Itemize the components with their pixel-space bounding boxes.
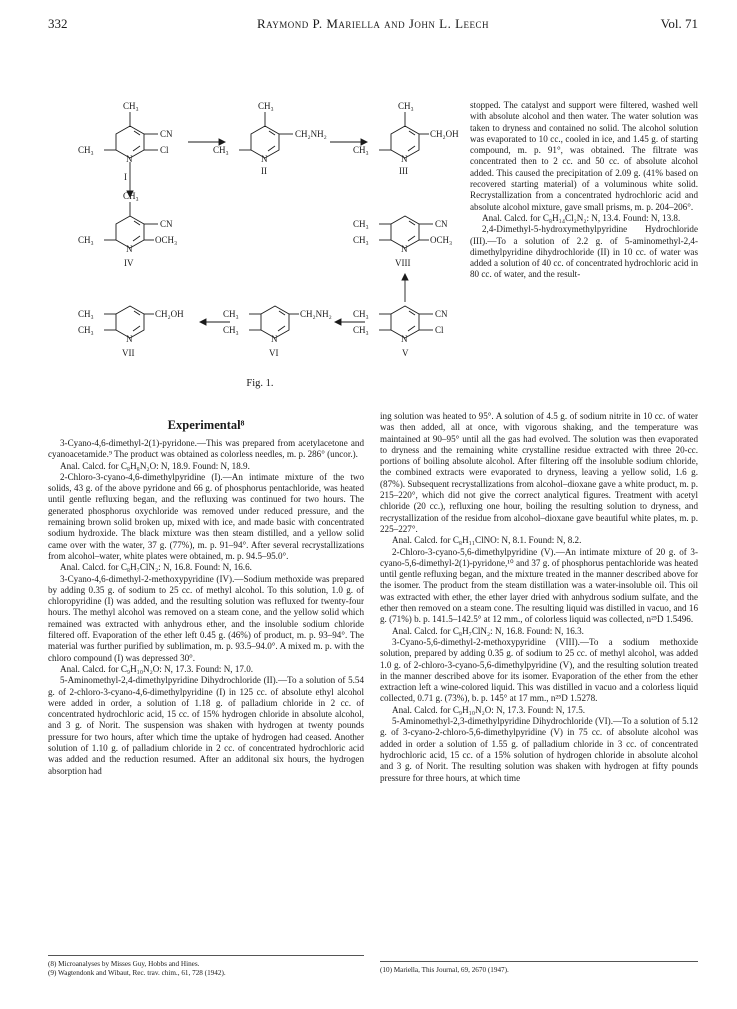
- analysis-line: Anal. Calcd. for C₈H₁₄Cl₂N₂: N, 13.4. Found: N, 13.8.: [482, 212, 681, 223]
- compound-II: [213, 101, 327, 176]
- svg-text:CH₃: CH₃: [398, 101, 414, 111]
- analysis-line: Anal. Calcd. for C₈H₈N₂O: N, 18.9. Found: N, 18.9.: [60, 460, 250, 471]
- g-ch3: CH₃: [123, 101, 139, 111]
- svg-text:I: I: [124, 172, 127, 182]
- svg-text:N: N: [401, 244, 408, 254]
- svg-text:N: N: [401, 154, 408, 164]
- footnote-rule-left: [48, 955, 364, 956]
- footnote: (10) Mariella, This Journal, 69, 2670 (1947).: [380, 966, 509, 974]
- volume-label: Vol. 71: [660, 16, 698, 31]
- svg-text:CH₃: CH₃: [353, 309, 369, 319]
- paragraph: 3-Cyano-4,6-dimethyl-2(1)-pyridone.—This was prepared from acetylacetone and cyanoacetamide.⁹ The product was obtained as colorless needles, m. p. 286° (uncor.).: [48, 438, 364, 460]
- svg-text:N: N: [126, 244, 133, 254]
- svg-text:Cl: Cl: [435, 325, 444, 335]
- svg-text:CH₃: CH₃: [78, 309, 94, 319]
- paragraph: 2,4-Dimethyl-5-hydroxymethylpyridine Hydrochloride (III).—To a solution of 2.2 g. of 5-aminomethyl-2,4-dimethylpyridine dihydrochloride (II) in 10 cc. of water was added a solution of 40 cc. of concentrated hydrochloric acid in 80 cc. of water, and the result-: [470, 224, 698, 280]
- paragraph: ing solution was heated to 95°. A solution of 4.5 g. of sodium nitrite in 10 cc. of water was then added, all at once, with vigorous shaking, and the temperature was maintained at 90–95° until all the gas had evolved. The solution was then evaporated to dryness and the remaining white crystalline residue extracted with three 20-cc. portions of boiling absolute alcohol. After filtering off the insoluble sodium chloride, the combined extracts were evaporated to dryness, leaving a yellow solid, 1.6 g. (87%). Subsequent recrystallizations from alcohol–dioxane gave a white product, m. p. 215–220°, which did not give the correct analytical figures. Treatment with acetyl chloride (20 cc.), refluxing one hour, boiling the resulting solution to dryness, and recrystallization of the residue from alcohol–dioxane gave beautiful white plates, m. p. 225–227°.: [380, 411, 698, 534]
- analysis-line: Anal. Calcd. for C₈H₇ClN₂: N, 16.8. Found: N, 16.3.: [392, 625, 584, 636]
- svg-text:CH₃: CH₃: [213, 145, 229, 155]
- footnote: (9) Wagtendonk and Wibaut, Rec. trav. chim., 61, 728 (1942).: [48, 969, 226, 977]
- svg-text:CN: CN: [160, 129, 173, 139]
- paragraph: 5-Aminomethyl-2,3-dimethylpyridine Dihydrochloride (VI).—To a solution of 5.12 g. of 3-cyano-2-chloro-5,6-dimethylpyridine (V) in 75 cc. of absolute alcohol was added in order a solution of 1.55 g. of palladium chloride in 3 cc. of concentrated hydrochloric acid, 15 cc. of a 15% solution of hydrogen chloride in absolute alcohol and 3 g. of Norit. The resulting solution was shaken with hydrogen at fifty pounds pressure for three hours, at which time: [380, 716, 698, 783]
- svg-text:N: N: [126, 334, 133, 344]
- svg-text:CH₃: CH₃: [78, 145, 94, 155]
- svg-text:VIII: VIII: [395, 258, 411, 268]
- paragraph: 5-Aminomethyl-2,4-dimethylpyridine Dihydrochloride (II).—To a solution of 5.54 g. of 2-chloro-3-cyano-4,6-dimethylpyridine (I) in 125 cc. of absolute ethyl alcohol were added in order, a solution of 1.18 g. of palladium chloride in 2 cc. of concentrated hydrochloric acid, 15 cc. of 15% hydrogen chloride in absolute alcohol, and 3 g. of Norit. The suspension was shaken with hydrogen at twenty pounds pressure for two hours, after which time the uptake of hydrogen had ceased. Another solution of 1.10 g. of palladium chloride in 2 cc. of concentrated hydrochloric acid was added and the reduction resumed. After an additonal six hours, the hydrogen absorption had: [48, 675, 364, 776]
- footnote-rule-right: [380, 961, 698, 962]
- paragraph: 2-Chloro-3-cyano-4,6-dimethylpyridine (I).—An intimate mixture of the two solids, 43 g. of the above pyridone and 66 g. of phosphorus pentachloride, was heated until gentle refluxing began, and the refluxing was continued for two hours. The generated phosphorus oxychloride was removed under reduced pressure, and the remaining brown solid broken up, mixed with ice, and made basic with concentrated sodium hydroxide. The black mixture was then steam distilled, and a yellow solid came over with the water, 37 g. (77%), m. p. 91–94°. After several recrystallizations from alcohol–water, white plates were obtained, m. p. 94.5–95.0°.: [48, 471, 364, 561]
- footnotes-left: [48, 960, 364, 978]
- svg-text:CH₃: CH₃: [353, 325, 369, 335]
- footnotes-right: [380, 966, 698, 975]
- compound-III: [353, 101, 459, 176]
- svg-text:CH₃: CH₃: [353, 219, 369, 229]
- svg-text:VI: VI: [269, 348, 279, 358]
- analysis-line: Anal. Calcd. for C₉H₁₀N₂O: N, 17.3. Found: N, 17.0.: [60, 663, 254, 674]
- svg-text:CH₃: CH₃: [353, 145, 369, 155]
- reaction-scheme: [40, 92, 465, 382]
- right-column: [380, 411, 698, 784]
- svg-text:N: N: [261, 154, 268, 164]
- paragraph: 2-Chloro-3-cyano-5,6-dimethylpyridine (V).—An intimate mixture of 20 g. of 3-cyano-5,6-dimethyl-2(1)-pyridone,¹⁰ and 37 g. of phosphorus pentachloride was heated until gentle refluxing began, and the mixture treated in the manner described above for the isomer. The product from the steam distillation was a water-insoluble oil. This oil was extracted with ether, the ether layer dried with anhydrous sodium sulfate, and the ether then removed on a steam cone. The resulting liquid was distilled in vacuo, and 16 g. (71%) b. p. 141.5–142.5° at 12 mm., of colorless liquid was collected, n²⁵D 1.5496.: [380, 546, 698, 625]
- svg-text:CH₂NH₂: CH₂NH₂: [295, 129, 327, 139]
- svg-text:Cl: Cl: [160, 145, 169, 155]
- svg-text:V: V: [402, 348, 409, 358]
- svg-text:II: II: [261, 166, 267, 176]
- analysis-line: Anal. Calcd. for C₉H₁₀N₂O: N, 17.3. Found: N, 17.5.: [392, 704, 586, 715]
- svg-text:III: III: [399, 166, 408, 176]
- svg-text:N: N: [126, 154, 133, 164]
- svg-text:CH₃: CH₃: [223, 325, 239, 335]
- compound-IV: [78, 191, 177, 268]
- running-header: [48, 16, 698, 36]
- svg-text:CN: CN: [160, 219, 173, 229]
- compound-I: [78, 101, 173, 164]
- svg-text:CH₃: CH₃: [353, 235, 369, 245]
- svg-text:CH₃: CH₃: [223, 309, 239, 319]
- paragraph: 3-Cyano-4,6-dimethyl-2-methoxypyridine (IV).—Sodium methoxide was prepared by adding 0.35 g. of sodium to 25 cc. of methyl alcohol. To this solution, 1.0 g. of chloropyridine (I) was added, and the resulting solution was refluxed for twenty-four hours. The methyl alcohol was removed on a steam cone, and the yellow solid which remained was extracted with anhydrous ether, and the insoluble sodium chloride filtered off. Evaporation of the ether left 0.45 g. (46%) of product, m. p. 93–94°. The material was further purified by sublimation, m. p. 93.5–94.0°. A mixed m. p. with the chloro compound (I) was depressed 30°.: [48, 573, 364, 663]
- svg-text:OCH₃: OCH₃: [155, 235, 178, 245]
- svg-text:VII: VII: [122, 348, 135, 358]
- svg-text:N: N: [271, 334, 278, 344]
- svg-text:CH₃: CH₃: [258, 101, 274, 111]
- figure-caption: Fig. 1.: [246, 378, 274, 389]
- svg-text:CN: CN: [435, 309, 448, 319]
- svg-text:IV: IV: [124, 258, 134, 268]
- left-column: [48, 438, 364, 777]
- svg-text:OCH₃: OCH₃: [430, 235, 453, 245]
- right-column-top: [470, 100, 698, 281]
- svg-text:CN: CN: [435, 219, 448, 229]
- compound-VIII: [353, 216, 452, 268]
- running-title: Raymond P. Mariella and John L. Leech: [256, 16, 490, 31]
- compound-V: [353, 306, 448, 358]
- svg-text:CH₃: CH₃: [123, 191, 139, 201]
- svg-text:CH₂OH: CH₂OH: [430, 129, 459, 139]
- compound-VI: [223, 306, 332, 358]
- analysis-line: Anal. Calcd. for C₈H₇ClN₂: N, 16.8. Found: N, 16.6.: [60, 562, 252, 573]
- paragraph: stopped. The catalyst and support were filtered, washed well with absolute alcohol and then water. The water solution was taken to dryness and contained no solid. The alcohol solution was evaporated to 10 cc., cooled in ice, and 1.45 g. of starting compound, m. p. 91°, was obtained. The filtrate was concentrated then to 2 cc. and 50 cc. of absolute alcohol added. This caused the precipitation of 2.09 g. (41% based on recovered starting material) of a voluminous white solid. Recrystallization from a concentrated hydrochloric acid and absolute alcohol mixture, gave small prisms, m. p. 204–206°.: [470, 100, 698, 212]
- compound-VII: [78, 306, 184, 358]
- svg-text:N: N: [401, 334, 408, 344]
- svg-text:CH₂NH₂: CH₂NH₂: [300, 309, 332, 319]
- svg-text:CH₃: CH₃: [78, 235, 94, 245]
- section-heading-experimental: Experimental⁸: [167, 418, 245, 432]
- svg-text:CH₃: CH₃: [78, 325, 94, 335]
- page-number: 332: [48, 16, 68, 31]
- svg-text:CH₂OH: CH₂OH: [155, 309, 184, 319]
- footnote: (8) Microanalyses by Misses Guy, Hobbs and Hines.: [48, 960, 200, 968]
- paragraph: 3-Cyano-5,6-dimethyl-2-methoxypyridine (VIII).—To a sodium methoxide solution, prepared by adding 0.35 g. of sodium to 25 cc. of methyl alcohol, was added 1.0 g. of 2-chloro-3-cyano-5,6-dimethylpyridine (V), and the resulting solution treated in the manner described above for its isomer. Evaporation of the ether from the ether extraction left a wine-colored liquid. This was distilled in vacuo and a colorless liquid collected, 0.71 g. (73%), b. p. 145° at 17 mm., n²⁵D 1.5278.: [380, 636, 698, 704]
- analysis-line: Anal. Calcd. for C₈H₁₁ClNO: N, 8.1. Found: N, 8.2.: [392, 535, 582, 546]
